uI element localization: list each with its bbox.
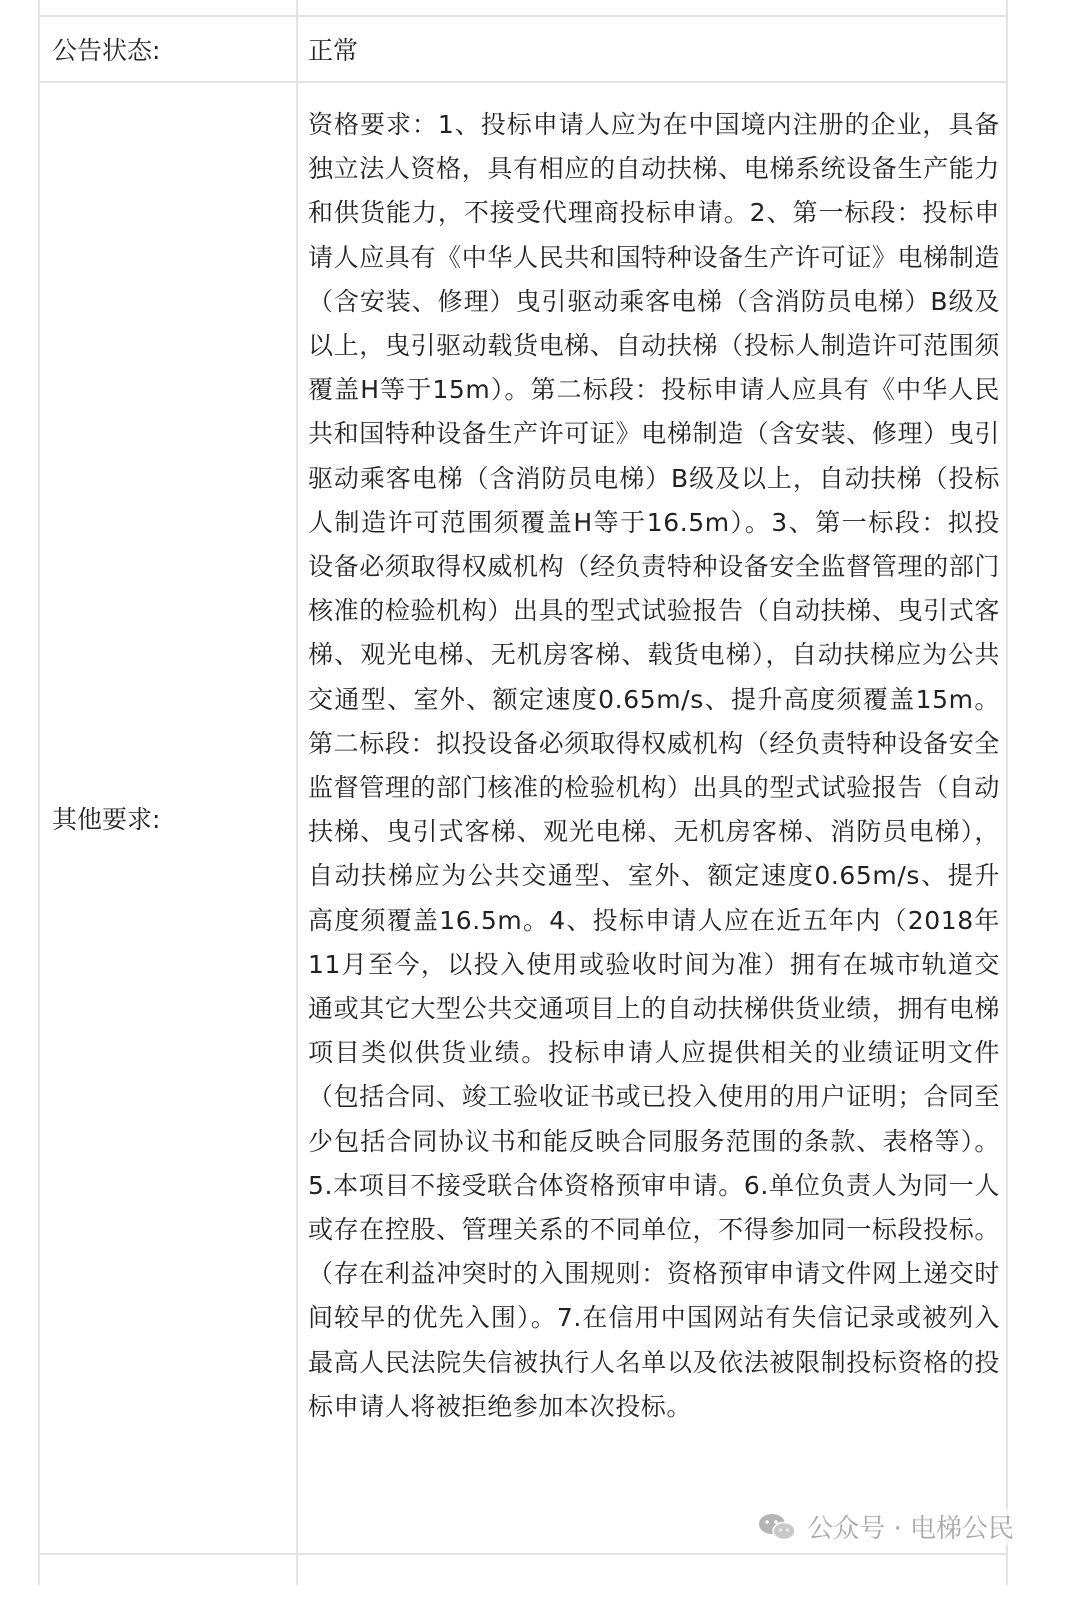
table-cell-empty (40, 1555, 298, 1585)
other-requirements-label: 其他要求: (40, 83, 298, 1553)
status-label: 公告状态: (40, 17, 298, 81)
table-cell-empty (40, 0, 298, 15)
announcement-table (38, 0, 1008, 1585)
table-cell-empty (298, 0, 1006, 15)
wechat-icon (757, 1512, 797, 1542)
watermark (757, 1508, 1014, 1545)
status-value: 正常 (308, 36, 359, 65)
table-row-bottom (40, 1555, 1006, 1585)
table-row-other-requirements (40, 83, 1006, 1555)
other-requirements-text: 资格要求：1、投标申请人应为在中国境内注册的企业，具备独立法人资格，具有相应的自动扶梯、电梯系统设备生产能力和供货能力，不接受代理商投标申请。2、第一标段：投标申请人应具有《中华人民共和国特种设备生产许可证》电梯制造（含安装、修理）曳引驱动乘客电梯（含消防员电梯）B级及以上，曳引驱动载货电梯、自动扶梯（投标人制造许可范围须覆盖H等于15m）。第二标段：投标申请人应具有《中华人民共和国特种设备生产许可证》电梯制造（含安装、修理）曳引驱动乘客电梯（含消防员电梯）B级及以上，自动扶梯（投标人制造许可范围须覆盖H等于16.5m）。3、第一标段：拟投设备必须取得权威机构（经负责特种设备安全监督管理的部门核准的检验机构）出具的型式试验报告（自动扶梯、曳引式客梯、观光电梯、无机房客梯、载货电梯），自动扶梯应为公共交通型、室外、额定速度0.65m/s、提升高度须覆盖15m。第二标段：拟投设备必须取得权威机构（经负责特种设备安全监督管理的部门核准的检验机构）出具的型式试验报告（自动扶梯、曳引式客梯、观光电梯、无机房客梯、消防员电梯），自动扶梯应为公共交通型、室外、额定速度0.65m/s、提升高度须覆盖16.5m。4、投标申请人应在近五年内（2018年11月至今，以投入使用或验收时间为准）拥有在城市轨道交通或其它大型公共交通项目上的自动扶梯供货业绩，拥有电梯项目类似供货业绩。投标申请人应提供相关的业绩证明文件（包括合同、竣工验收证书或已投入使用的用户证明；合同至少包括合同协议书和能反映合同服务范围的条款、表格等）。5.本项目不接受联合体资格预审申请。6.单位负责人为同一人或存在控股、管理关系的不同单位，不得参加同一标段投标。（存在利益冲突时的入围规则：资格预审申请文件网上递交时间较早的优先入围）。7.在信用中国网站有失信记录或被列入最高人民法院失信被执行人名单以及依法被限制投标资格的投标申请人将被拒绝参加本次投标。 (308, 110, 1000, 1421)
table-row-top (40, 0, 1006, 17)
table-cell-empty (298, 1555, 1006, 1585)
table-row-status (40, 17, 1006, 83)
watermark-text: 公众号 · 电梯公民 (807, 1514, 1014, 1544)
